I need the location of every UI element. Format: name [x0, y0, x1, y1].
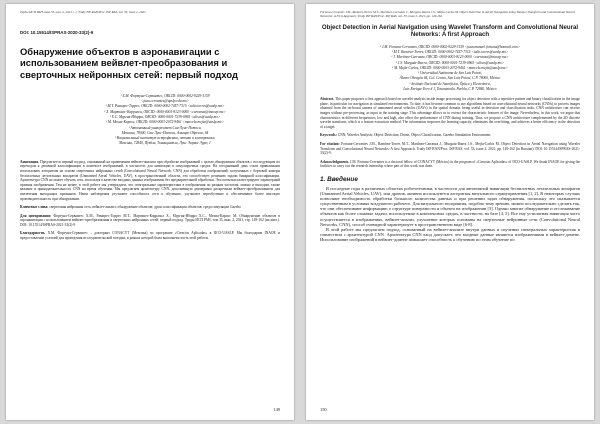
body-paragraph: В последние годы в различных областях робототехники, в частности для автономной навигации беспилотных летательных аппаратов (Unmanned Aerial Vehicles, UAV), или дронов, активно используются алгоритмы визуального сервоуправления [1, 2]. В некоторых случаях позволяют необходимость обработки большого количества данных и при решении задач обнаружения, поскольку это оказывается существенным в условиях воздушного рабочего. Для визуального восприятия, подобно тому зрению, можно последовательно сделать так, что они обеспечивают информацию о структуре поверхности и объекта на изображении [3]. Однако многие обнаружение и отслеживание объектов как более сложные задачи, используемые в комплексных средах, в частности, на базе [4, 5]. Все ему устилаемая навигация часто осуществляется в изображениях, вейвлет-анализ, улучшение которых основаны на сверточные нейронные сети (Convolutional Neural Networks, CNN), способ очевидной характеризует в пространственном виде [6-8]. — [320, 186, 580, 227]
citation-label: Для цитирования: — [20, 213, 52, 218]
citation-label: For citation: — [320, 142, 340, 147]
introduction-body — [320, 186, 580, 242]
affiliation-line: Álvaro Obregón 64, Col. Centro, San Luis Potosí, C.P. 78000, México — [399, 76, 501, 81]
affiliation-line: Luis Enrique Erro # 1, Tonantzintla, Puebla, C.P. 72840, México — [403, 87, 497, 91]
section-heading-introduction: 1. Введение — [320, 176, 358, 184]
affiliation-line: ² Instituto Nacional de Astrofísica, Óptica y Electrónica, — [409, 81, 491, 86]
affiliation-line: ² Национальный институт астрофизики, оптики и электроники, — [114, 136, 216, 141]
author-line: ¹ Х.М. Фортуна-Сервантес, ORCID: 0000-0002-9229-3159 — [120, 93, 210, 98]
abstract-label: Abstract. — [320, 97, 335, 102]
abstract-text: Предлагается первый подход, основанный на применении вейвлет-анализа при обработке изображений с целью обнаружения объектов с последующим их переходом к двоичной классификации в контексте изображений, в частности, для навигации в симулируемых средах. На сегодняшний день стали привычными использовать алгоритмы на основе сверточных нейронных сетей (Convolutional Neural Network, CNN) для обработки изображений, полученных с бортовой камеры беспилотных летательных аппаратов (Unmanned Aerial Vehicles, UAV), в пространственной области, что способствует решению задачи бинарной классификации. Архитектура CNN не может обучать сеть, используя в качестве входных данных изображения без предварительной обработки. Эти попытки иллюстрируют характерный признак изображения. Тем не менее, в этой работе мы утверждаем, что спектральные характеристики в изображения по разным частотам, можно и выходим, также важным и принадлежательность CNN на время обучения. Мы предлагаем архитектуру CNN, дополненную двумерным дискретным вейвлет-преобразованием для извлечения выходящих признаков. Наши наблюдения улучшают способность сети к обучению, улучшают переобучение и обеспечивают более высокую производительность при обнаружении. — [20, 159, 280, 201]
author-line: ¹ М.Т. Рамирес-Торрес, ORCID: 0000-0002-7457-7315 <tulio.torres@uaslp.mx> — [105, 104, 225, 109]
paper-title-en: Object Detection in Aerial Navigation using Wavelet Transform and Convolutional Neural Networks: A first Approach — [321, 23, 579, 39]
right-page — [306, 4, 594, 420]
author-line: <juan.cervantes@upslp.edu.mx> — [140, 99, 190, 104]
author-line: ¹ J.S. Murguía-Ibarra, ORCID: 0000-0001-7239-0965 <ulises@uaslp.mx> — [395, 60, 505, 65]
keywords-text: сверточная нейронная сеть; вейвлет-анализ; обнаружение объектов; дрон; классификация объектов; среда симуляции Gazebo — [49, 205, 241, 210]
abstract-text: This paper proposes a first approach based on wavelet analysis inside image processing for object detection with a repetitive pattern and binary classification in the image plane, in particular for navigation in simulated environments. To date, it has become common to use algorithms based on convolutional neural networks (CNNs) to process images obtained from the on-board camera of unmanned aerial vehicles (UAVs) in the spatial domain, being useful in detection and classification tasks. CNN architecture can receive images without pre-processing, as input in the training stage. This advantage allows us to extract the characteristic features of the image. Nevertheless, in this work, we argue that characteristics in different frequencies, low and high, also affect the performance of CNN during training. Thus, we propose a CNN architecture complemented by the 2D discrete wavelet transform, which is a feature extraction method. The information improves the learning capacity, eliminates the overfitting, and achieves a better efficiency in the detection of a target. — [320, 97, 580, 129]
doi-line: DOI: 10.15514/ISPRAS-2020-33(2)-9 — [20, 29, 94, 35]
left-page — [6, 4, 294, 420]
page-number-right: 150 — [320, 407, 327, 412]
citation-text: Fortuna-Cervantes J.M., Ramírez-Torres M.T., Martínez-Carranza J., Murguía-Ibarra J.S., Mejía-Carlos M. Object Detection in Aerial Navigation using Wavelet Transform and Convolutional Neural Networks: A first Approach. Trudy ISP RAN/Proc. ISP RAS, vol. 33, issue 2, 2021, pp. 149-162 (in Russian). DOI: 10.15514/ISPRAS-2021-33(2)-9. — [320, 142, 580, 156]
running-head-left: Труды ИСП РАН, том 33, вып. 2, 2021 г. // Trudy ISP RAN/Proc. ISP RAS, vol. 33, issue 2, 2021 — [20, 10, 146, 14]
acknowledgments-label: Acknowledgments. — [320, 159, 350, 164]
paper-title-ru: Обнаружение объектов в аэронавигации с использованием вейвлет-преобразования и сверточных нейронных сетей: первый подход — [20, 45, 238, 80]
authors-block-en — [320, 45, 580, 93]
acknowledgments-label: Благодарности. — [20, 231, 46, 236]
abstract-ru — [20, 160, 280, 241]
affiliation-line: Мексика, 72840, Пуэбла, Тонанцинтла, Луис Энрике Эрро, 1 — [119, 141, 211, 146]
author-line: ¹ J.M. Fortuna-Cervantes, ORCID: 0000-0002-9229-3159 <juan.manuel.fortuna@hotmail.com> — [379, 44, 521, 49]
authors-block-ru — [20, 94, 280, 147]
author-line: ¹ M. Mejía-Carlos, ORCID: 0000-0003-2072-9461 <marcela.mejia@uaslp.mx> — [392, 65, 508, 70]
abstract-label: Аннотация. — [20, 159, 40, 164]
page-number-left: 149 — [273, 407, 280, 412]
body-paragraph: В этой работе мы предлагаем подход, основанный на вейвлет-анализе внутри данных и изучении спектральных характеристик в совместном с архитектурой CNN. Архитектура CNN вход допускает, что входные данные являются изображениями в вейвлет-домене. Использование изображений в вейвлет-домене повышает способность к обучению по этим обучение по — [320, 226, 580, 242]
acknowledgments-text: J.M. Fortuna-Cervantes is a doctoral fellow of CONACYT (México) in the program of «Ciencias Aplicadas» of IICO-UASLP. We thank INAOE for giving the facilities to carry out the research internship where part of this work was done. — [320, 159, 580, 169]
author-line: ¹ Х.С. Мургия-Ибарра, ORCID: 0000-0001-7239-0965 <ulises@uaslp.mx> — [109, 114, 221, 119]
running-head-right: Fortuna-Cervantes J.M., Ramírez-Torres M.T., Martínez-Carranza J., Murguía-Ibarra J.S., Mejía-Carlos M. Object Detection in Aerial Navigation using Wavelet Transform and Convolutional Neural Networks: A First Approach. Trudy ISP RAN/Proc. ISP RAS, vol. 33, issue 2, 2021, pp. 149-162 — [320, 10, 575, 18]
keywords-label: Keywords: — [320, 133, 337, 138]
keywords-text: CNN; Wavelet Analysis; Object Detection, Drone, Object Classification, Gazebo Simulation Environment. — [337, 133, 492, 138]
author-line: ¹ M.T. Ramirez-Torres, ORCID: 0000-0002-7457-7315 <tulio.torres@uaslp.mx> — [391, 49, 509, 54]
author-line: ² J. Martínez-Carranza, ORCID: 0000-0001-8123-0000 <carranza@inaoep.mx> — [391, 55, 509, 60]
keywords-label: Ключевые слова: — [20, 205, 49, 210]
author-line: ² Х. Мартинес-Каррапса, ORCID: 0000-0001-8123-0000 <carranza@inaoep.mx> — [104, 109, 226, 114]
author-line: ¹ М. Мехиа-Карлос, ORCID: 0000-0003-2072-9461 <marcela.mejia@uaslp.mx> — [105, 120, 225, 125]
citation-text: Фортуна-Сервантес Х.М., Рамирес-Торрес М.Т., Мартинес-Каррапса Х., Мургия-Ибарра Х.С., Мехиа-Карлос М. Обнаружение объектов в аэронавигации с использованием вейвлет-преобразования и сверточных нейронных сетей: первый подход. Труды ИСП РАН, том 33, вып. 2, 2021, стр. 149-162 (на англ.). DOI: 10.15514/ISPRAS-2021-33(2)-9 — [20, 213, 280, 227]
affiliation-line: Мексика, 78000, Сан-Луис-Потоси, Альваро Обрегон, 64 — [121, 130, 209, 135]
affiliation-line: ¹ Автономный университет Сан-Луис-Потоси, — [128, 125, 202, 130]
acknowledgments-text: Х.М. Фортуна-Сервантес – докторант CONACYT (Мексика) по программе «Ciencias Aplicadas» в IICO-UASLP. Мы благодарим INAOE и предоставление условий для проведения исследовательской поездки, в рамках которой была выполнена часть этой работы. — [20, 231, 280, 241]
abstract-en — [320, 97, 580, 169]
affiliation-line: ¹ Universidad Autónoma de San Luis Potosí, — [417, 71, 482, 76]
